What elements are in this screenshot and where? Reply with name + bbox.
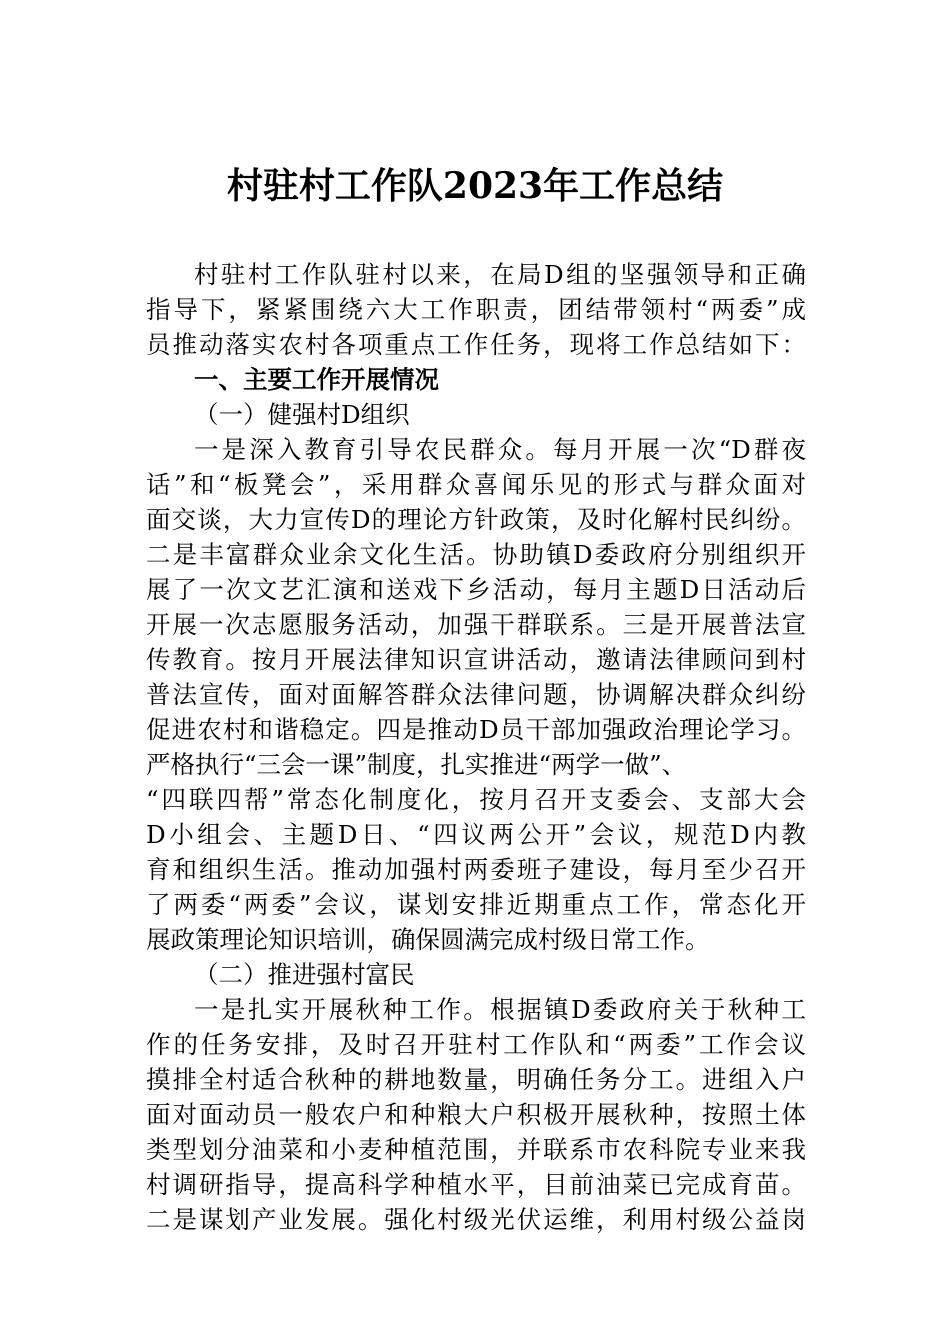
- paragraph-line: 村驻村工作队驻村以来，在局D组的坚强领导和正确: [194, 260, 806, 289]
- paragraph-line: 促进农村和谐稳定。四是推动D员干部加强政治理论学习。: [146, 715, 806, 744]
- paragraph-line: 二是丰富群众业余文化生活。协助镇D委政府分别组织开: [146, 540, 806, 569]
- paragraph-line: 展政策理论知识培训，确保圆满完成村级日常工作。: [146, 925, 710, 954]
- paragraph-line: 作的任务安排，及时召开驻村工作队和“两委”工作会议: [146, 1030, 806, 1059]
- paragraph-line: 了两委“两委”会议，谋划安排近期重点工作，常态化开: [146, 890, 806, 919]
- paragraph-line: 话”和“板凳会”，采用群众喜闻乐见的形式与群众面对: [146, 470, 806, 499]
- paragraph-line: 开展一次志愿服务活动，加强干群联系。三是开展普法宣: [146, 610, 806, 639]
- paragraph-line: 面对面动员一般农户和种粮大户积极开展秋种，按照土体: [146, 1100, 806, 1129]
- paragraph-line: 面交谈，大力宣传D的理论方针政策，及时化解村民纠纷。: [146, 505, 806, 534]
- paragraph-line: 指导下，紧紧围绕六大工作职责，团结带领村“两委”成: [146, 295, 806, 324]
- subsection-heading: （一）健强村D组织: [194, 400, 410, 429]
- paragraph-line: 一是深入教育引导农民群众。每月开展一次“D群夜: [194, 435, 806, 464]
- paragraph-line: 一是扎实开展秋种工作。根据镇D委政府关于秋种工: [194, 995, 806, 1024]
- subsection-heading: （二）推进强村富民: [194, 960, 415, 989]
- paragraph-line: 传教育。按月开展法律知识宣讲活动，邀请法律顾问到村: [146, 645, 806, 674]
- section-heading: 一、主要工作开展情况: [194, 365, 439, 394]
- paragraph-line: 严格执行“三会一课”制度，扎实推进“两学一做”、: [146, 750, 687, 779]
- paragraph-line: 摸排全村适合秋种的耕地数量，明确任务分工。进组入户: [146, 1065, 806, 1094]
- paragraph-line: 员推动落实农村各项重点工作任务，现将工作总结如下：: [146, 330, 806, 359]
- paragraph-line: 二是谋划产业发展。强化村级光伏运维，利用村级公益岗: [146, 1205, 806, 1234]
- paragraph-line: “四联四帮”常态化制度化，按月召开支委会、支部大会: [146, 785, 806, 814]
- paragraph-line: 村调研指导，提高科学种植水平，目前油菜已完成育苗。: [146, 1170, 806, 1199]
- paragraph-line: D小组会、主题D日、“四议两公开”会议，规范D内教: [146, 820, 806, 849]
- paragraph-line: 类型划分油菜和小麦种植范围，并联系市农科院专业来我: [146, 1135, 806, 1164]
- document-title: 村驻村工作队2023年工作总结: [226, 165, 724, 207]
- paragraph-line: 普法宣传，面对面解答群众法律问题，协调解决群众纠纷: [146, 680, 806, 709]
- paragraph-line: 展了一次文艺汇演和送戏下乡活动，每月主题D日活动后: [146, 575, 806, 604]
- paragraph-line: 育和组织生活。推动加强村两委班子建设，每月至少召开: [146, 855, 806, 884]
